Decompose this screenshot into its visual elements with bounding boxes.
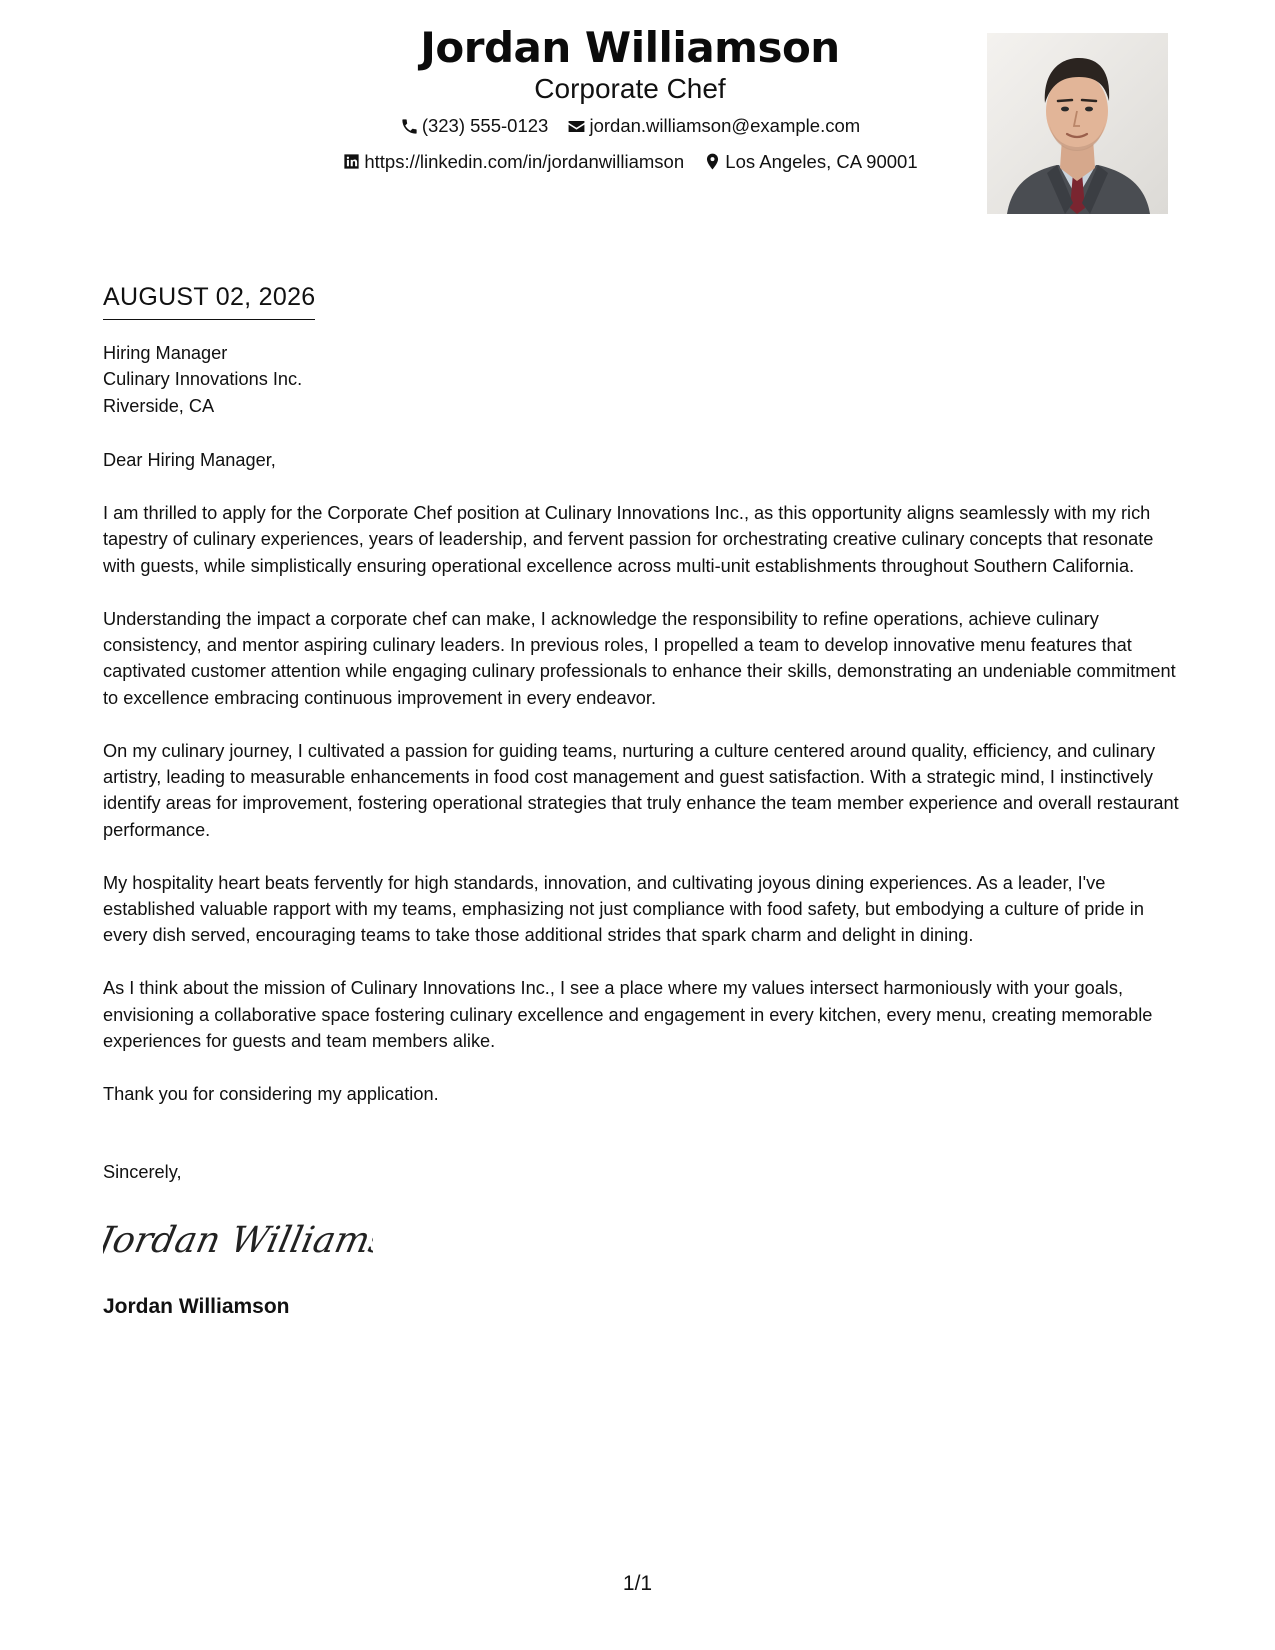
- body-paragraph: As I think about the mission of Culinary Innovations Inc., I see a place where my values intersect harmoniously with your goals, envisioning a collaborative space fostering culinary excellence and engagement in every kitchen, every menu, creating memorable experiences for guests and team members alike.: [103, 978, 1153, 1052]
- applicant-name: Jordan Williamson: [420, 23, 840, 72]
- phone-contact: [400, 114, 549, 138]
- linkedin-url[interactable]: https://linkedin.com/in/jordanwilliamson: [364, 150, 685, 172]
- body-paragraph: I am thrilled to apply for the Corporate Chef position at Culinary Innovations Inc., as this opportunity aligns seamlessly with my rich tapestry of culinary experiences, years of leadership, and fervent passion for orchestrating creative culinary concepts that resonate with guests, while simplistically ensuring operational excellence across multi-unit establishments throughout Southern California.: [103, 503, 1154, 576]
- email-address[interactable]: jordan.williamson@example.com: [589, 115, 861, 136]
- map-pin-icon: [703, 152, 722, 171]
- letter-header: [250, 22, 1010, 177]
- handwritten-signature: [103, 1212, 373, 1266]
- closing: Sincerely,: [103, 1162, 182, 1183]
- portrait-image: [987, 33, 1168, 214]
- body-paragraph: Understanding the impact a corporate chef can make, I acknowledge the responsibility to refine operations, achieve culinary consistency, and mentor aspiring culinary leaders. In previous roles, I propelled a team to develop innovative menu features that captivated customer attention while engaging culinary professionals to enhance their skills, demonstrating an undeniable commitment to excellence embracing continuous improvement in every endeavor.: [103, 608, 1176, 708]
- envelope-icon: [567, 117, 586, 136]
- salutation: Dear Hiring Manager,: [103, 450, 276, 471]
- body-paragraph: My hospitality heart beats fervently for high standards, innovation, and cultivating joyous dining experiences. As a leader, I've established valuable rapport with my teams, emphasizing not just compliance with food safety, but embodying a culture of pride in every dish served, encouraging teams to take those additional strides that spark charm and delight in dining.: [103, 872, 1144, 946]
- profile-photo: [987, 33, 1168, 214]
- contact-row-1: [250, 114, 1010, 142]
- phone-icon: [400, 117, 419, 136]
- recipient-name: Hiring Manager: [103, 343, 228, 363]
- linkedin-icon: [342, 152, 361, 171]
- location-text: Los Angeles, CA 90001: [725, 150, 918, 172]
- contact-row-2: [250, 150, 1010, 178]
- recipient-location: Riverside, CA: [103, 395, 215, 416]
- signature-glyphs: Jordan Williams: [103, 1218, 373, 1261]
- applicant-job-title: Corporate Chef: [534, 73, 726, 104]
- body-paragraph: On my culinary journey, I cultivated a passion for guiding teams, nurturing a culture centered around quality, efficiency, and culinary artistry, leading to measurable enhancements in food cost management and guest satisfaction. With a strategic mind, I instinctively identify areas for improvement, fostering operational strategies that truly enhance the team member experience and overall restaurant performance.: [103, 740, 1179, 840]
- signer-name: Jordan Williamson: [103, 1295, 290, 1319]
- letter-body: [103, 340, 1183, 1321]
- linkedin-contact[interactable]: [342, 150, 684, 174]
- letter-date: AUGUST 02, 2026: [103, 281, 315, 320]
- location-contact: [703, 150, 917, 174]
- page-number: 1/1: [622, 1572, 653, 1595]
- email-contact[interactable]: [567, 114, 860, 138]
- recipient-company: Culinary Innovations Inc.: [103, 369, 303, 390]
- phone-number: (323) 555-0123: [421, 115, 549, 136]
- thank-you-line: Thank you for considering my application.: [103, 1083, 439, 1104]
- recipient-block: [103, 340, 1183, 419]
